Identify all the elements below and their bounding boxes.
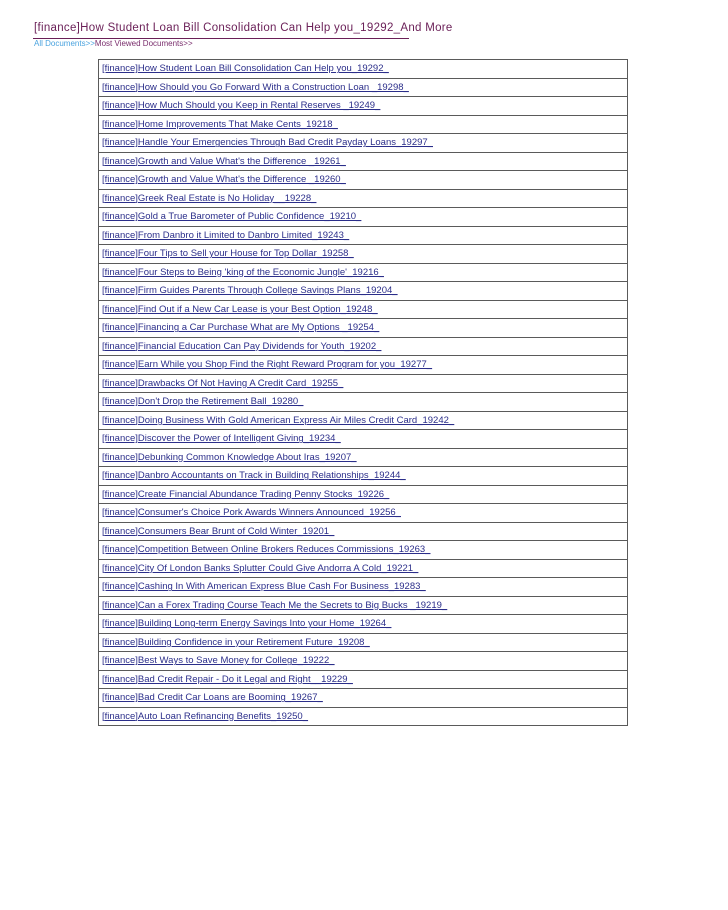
table-cell: [99, 319, 628, 338]
breadcrumb-most-viewed-link[interactable]: Most Viewed Documents: [94, 39, 184, 48]
document-link[interactable]: [finance]Competition Between Online Brokers Reduces Commissions_19263_: [102, 544, 431, 556]
document-link[interactable]: [finance]Discover the Power of Intelligent Giving_19234_: [102, 433, 341, 445]
document-link[interactable]: [finance]Greek Real Estate is No Holiday__19228_: [102, 192, 317, 204]
table-row: [99, 430, 628, 449]
table-cell: [99, 171, 628, 190]
table-row: [99, 115, 628, 134]
table-row: [99, 652, 628, 671]
table-row: [99, 263, 628, 282]
table-row: [99, 578, 628, 597]
document-link[interactable]: [finance]Can a Forex Trading Course Teach Me the Secrets to Big Bucks _19219_: [102, 599, 448, 611]
table-row: [99, 541, 628, 560]
document-link[interactable]: [finance]Firm Guides Parents Through College Savings Plans_19204_: [102, 285, 398, 297]
table-row: [99, 504, 628, 523]
document-link[interactable]: [finance]Find Out if a New Car Lease is your Best Option_19248_: [102, 303, 378, 315]
document-link[interactable]: [finance]Cashing In With American Express Blue Cash For Business_19283_: [102, 581, 426, 593]
table-cell: [99, 652, 628, 671]
document-link[interactable]: [finance]How Should you Go Forward With a Construction Loan _19298_: [102, 81, 409, 93]
document-link[interactable]: [finance]Building Long-term Energy Savings Into your Home_19264_: [102, 618, 392, 630]
table-row: [99, 208, 628, 227]
table-cell: [99, 152, 628, 171]
table-cell: [99, 689, 628, 708]
document-link[interactable]: [finance]Bad Credit Car Loans are Booming_19267_: [102, 692, 323, 704]
page-title: [finance]How Student Loan Bill Consolidation Can Help you_19292_And More: [34, 22, 453, 34]
document-link[interactable]: [finance]How Much Should you Keep in Rental Reserves _19249_: [102, 100, 381, 112]
document-link[interactable]: [finance]From Danbro it Limited to Danbro Limited_19243_: [102, 229, 350, 241]
table-row: [99, 707, 628, 726]
table-cell: [99, 504, 628, 523]
table-cell: [99, 245, 628, 264]
table-cell: [99, 411, 628, 430]
table-row: [99, 78, 628, 97]
table-row: [99, 374, 628, 393]
table-cell: [99, 356, 628, 375]
table-row: [99, 356, 628, 375]
table-cell: [99, 633, 628, 652]
table-row: [99, 522, 628, 541]
document-link[interactable]: [finance]Don't Drop the Retirement Ball_19280_: [102, 396, 304, 408]
document-link[interactable]: [finance]Four Steps to Being 'king of the Economic Jungle'_19216_: [102, 266, 384, 278]
table-row: [99, 60, 628, 79]
table-row: [99, 300, 628, 319]
table-row: [99, 615, 628, 634]
table-cell: [99, 578, 628, 597]
document-link[interactable]: [finance]City Of London Banks Splutter Could Give Andorra A Cold_19221_: [102, 562, 419, 574]
table-cell: [99, 282, 628, 301]
table-cell: [99, 485, 628, 504]
table-row: [99, 171, 628, 190]
table-cell: [99, 522, 628, 541]
document-link[interactable]: [finance]Growth and Value What's the Difference _19261_: [102, 155, 346, 167]
document-link[interactable]: [finance]Drawbacks Of Not Having A Credit Card_19255_: [102, 377, 344, 389]
breadcrumb-all-documents-link[interactable]: All Documents: [34, 39, 86, 48]
table-cell: [99, 559, 628, 578]
document-link[interactable]: [finance]Create Financial Abundance Trading Penny Stocks_19226_: [102, 488, 390, 500]
table-cell: [99, 300, 628, 319]
table-row: [99, 670, 628, 689]
table-cell: [99, 541, 628, 560]
table-cell: [99, 337, 628, 356]
document-link[interactable]: [finance]Earn While you Shop Find the Right Reward Program for you_19277_: [102, 359, 433, 371]
document-link[interactable]: [finance]Bad Credit Repair - Do it Legal and Right__19229_: [102, 673, 353, 685]
table-cell: [99, 615, 628, 634]
table-row: [99, 689, 628, 708]
table-cell: [99, 374, 628, 393]
document-link[interactable]: [finance]How Student Loan Bill Consolidation Can Help you_19292_: [102, 63, 389, 75]
document-link[interactable]: [finance]Consumer's Choice Pork Awards Winners Announced_19256_: [102, 507, 401, 519]
table-row: [99, 411, 628, 430]
table-cell: [99, 60, 628, 79]
table-row: [99, 319, 628, 338]
table-row: [99, 189, 628, 208]
table-row: [99, 633, 628, 652]
table-row: [99, 337, 628, 356]
table-row: [99, 226, 628, 245]
table-cell: [99, 115, 628, 134]
table-row: [99, 245, 628, 264]
table-row: [99, 152, 628, 171]
table-row: [99, 467, 628, 486]
document-link[interactable]: [finance]Home Improvements That Make Cents_19218_: [102, 118, 338, 130]
table-row: [99, 97, 628, 116]
table-cell: [99, 670, 628, 689]
table-cell: [99, 707, 628, 726]
breadcrumb: [34, 39, 193, 48]
table-cell: [99, 596, 628, 615]
document-link[interactable]: [finance]Building Confidence in your Retirement Future_19208_: [102, 636, 370, 648]
document-link[interactable]: [finance]Auto Loan Refinancing Benefits_19250_: [102, 710, 308, 722]
document-link[interactable]: [finance]Danbro Accountants on Track in Building Relationships_19244_: [102, 470, 406, 482]
breadcrumb-separator: >>: [183, 39, 193, 48]
table-row: [99, 134, 628, 153]
document-link[interactable]: [finance]Financing a Car Purchase What are My Options _19254_: [102, 322, 380, 334]
table-cell: [99, 134, 628, 153]
document-link[interactable]: [finance]Growth and Value What's the Difference _19260_: [102, 174, 346, 186]
document-link[interactable]: [finance]Best Ways to Save Money for College_19222_: [102, 655, 335, 667]
table-row: [99, 282, 628, 301]
table-cell: [99, 448, 628, 467]
document-link[interactable]: [finance]Handle Your Emergencies Through Bad Credit Payday Loans_19297_: [102, 137, 433, 149]
table-row: [99, 485, 628, 504]
document-link[interactable]: [finance]Gold a True Barometer of Public Confidence_19210_: [102, 211, 362, 223]
table-row: [99, 448, 628, 467]
table-cell: [99, 97, 628, 116]
table-row: [99, 596, 628, 615]
document-link[interactable]: [finance]Financial Education Can Pay Dividends for Youth_19202_: [102, 340, 382, 352]
table-row: [99, 559, 628, 578]
document-link[interactable]: [finance]Doing Business With Gold American Express Air Miles Credit Card_19242_: [102, 414, 455, 426]
table-cell: [99, 189, 628, 208]
breadcrumb-separator: >>: [85, 39, 95, 48]
table-cell: [99, 263, 628, 282]
table-cell: [99, 430, 628, 449]
table-cell: [99, 226, 628, 245]
table-cell: [99, 78, 628, 97]
table-cell: [99, 393, 628, 412]
table-cell: [99, 208, 628, 227]
document-link[interactable]: [finance]Debunking Common Knowledge About Iras_19207_: [102, 451, 357, 463]
table-cell: [99, 467, 628, 486]
table-row: [99, 393, 628, 412]
document-link[interactable]: [finance]Four Tips to Sell your House for Top Dollar_19258_: [102, 248, 354, 260]
document-list-table: [98, 59, 628, 726]
document-link[interactable]: [finance]Consumers Bear Brunt of Cold Winter_19201_: [102, 525, 335, 537]
